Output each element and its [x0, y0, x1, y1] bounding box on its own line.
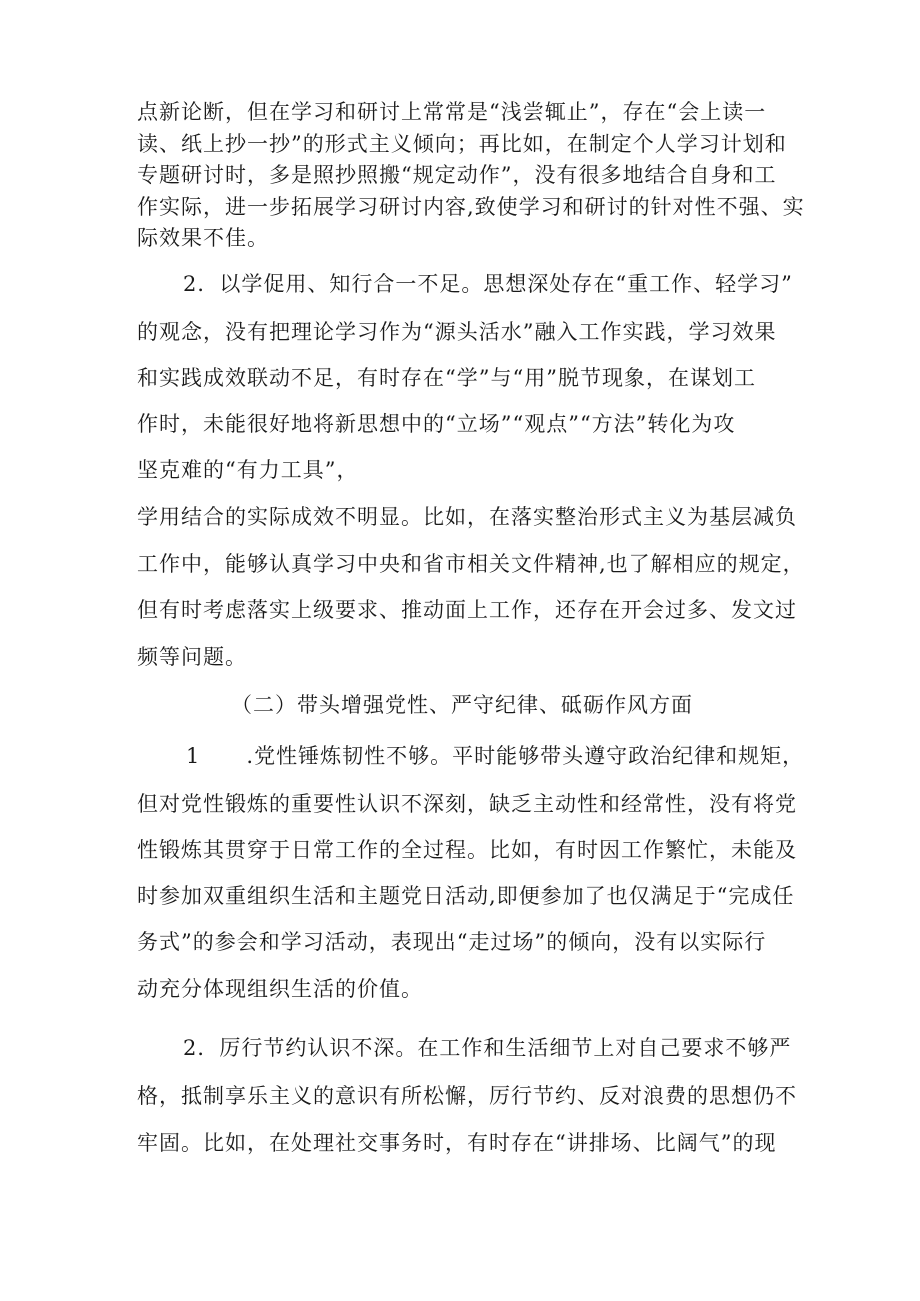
text-line: 但对党性锻炼的重要性认识不深刻，缺乏主动性和经常性，没有将党: [137, 792, 797, 816]
text-line: 性锻炼其贯穿于日常工作的全过程。比如，有时因工作繁忙，未能及: [137, 838, 797, 862]
text-line: 1 .党性锤炼韧性不够。平时能够带头遵守政治纪律和规矩，: [186, 744, 805, 768]
text-line: 动充分体现组织生活的价值。: [137, 977, 423, 1001]
text-line: 读、纸上抄一抄”的形式主义倾向；再比如，在制定个人学习计划和: [137, 132, 787, 156]
text-line: 格，抵制享乐主义的意识有所松懈，厉行节约、反对浪费的思想仍不: [137, 1084, 797, 1108]
text-line: 频等问题。: [137, 645, 247, 669]
text-line: 和实践成效联动不足，有时存在“学”与“用”脱节现象，在谋划工: [137, 366, 756, 390]
text-line: 2．以学促用、知行合一不足。思想深处存在“重工作、轻学习”: [183, 272, 793, 296]
text-line: 但有时考虑落实上级要求、推动面上工作，还存在开会过多、发文过: [137, 598, 797, 622]
text-line: 的观念，没有把理论学习作为“源头活水”融入工作实践，学习效果: [137, 320, 777, 344]
text-line: 学用结合的实际成效不明显。比如，在落实整治形式主义为基层减负: [137, 505, 797, 529]
section-heading: （二）带头增强党性、严守纪律、砥砺作风方面: [231, 693, 693, 717]
text-line: 工作中，能够认真学习中央和省市相关文件精神,也了解相应的规定，: [137, 552, 805, 576]
text-line: 专题研讨时，多是照抄照搬“规定动作”，没有很多地结合自身和工: [137, 163, 777, 187]
text-line: 际效果不佳。: [137, 226, 269, 250]
text-line: 作实际，进一步拓展学习研讨内容,致使学习和研讨的针对性不强、实: [137, 195, 805, 219]
text-line: 作时，未能很好地将新思想中的“立场”“观点”“方法”转化为攻: [137, 412, 736, 436]
text-line: 点新论断，但在学习和研讨上常常是“浅尝辄止”，存在“会上读一: [137, 100, 767, 124]
text-line: 坚克难的“有力工具”，: [137, 458, 359, 482]
text-line: 时参加双重组织生活和主题党日活动,即便参加了也仅满足于“完成任: [137, 884, 795, 908]
text-line: 2．厉行节约认识不深。在工作和生活细节上对自己要求不够严: [183, 1036, 792, 1060]
text-line: 务式”的参会和学习活动，表现出“走过场”的倾向，没有以实际行: [137, 930, 767, 954]
text-line: 牢固。比如，在处理社交事务时，有时存在“讲排场、比阔气”的现: [137, 1131, 777, 1155]
